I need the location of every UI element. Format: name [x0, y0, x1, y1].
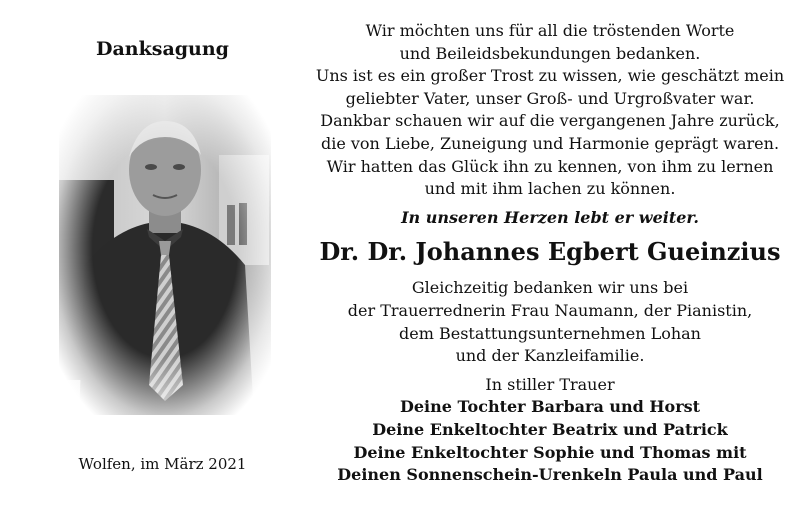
thanks-line: dem Bestattungsunternehmen Lohan — [399, 323, 701, 343]
left-column — [0, 0, 325, 525]
place-date: Wolfen, im März 2021 — [78, 455, 247, 473]
text-line: und mit ihm lachen zu können. — [424, 179, 676, 199]
text-line: Wir möchten uns für all die tröstenden Worte — [365, 21, 735, 40]
portrait-image — [59, 95, 271, 415]
text-line: Wir hatten das Glück ihn zu kennen, von ihm zu lernen — [326, 156, 774, 176]
mourner-line: Deine Enkeltochter Sophie und Thomas mit — [353, 442, 747, 462]
motto: In unseren Herzen lebt er weiter. — [401, 207, 699, 227]
deceased-name: Dr. Dr. Johannes Egbert Gueinzius — [319, 237, 781, 267]
mourner-line: Deinen Sonnenschein-Urenkeln Paula und Paul — [337, 465, 763, 485]
mourner-line: Deine Tochter Barbara und Horst — [399, 397, 701, 417]
gratitude-text — [300, 20, 800, 201]
right-column — [300, 20, 800, 487]
text-line: geliebter Vater, unser Groß- und Urgroßvater war. — [345, 88, 755, 108]
mourners-list — [300, 396, 800, 486]
text-line: Dankbar schauen wir auf die vergangenen Jahre zurück, — [320, 111, 780, 131]
text-line: die von Liebe, Zuneigung und Harmonie geprägt waren. — [320, 133, 780, 153]
portrait-photo — [59, 95, 271, 415]
text-line: Uns ist es ein großer Trost zu wissen, wie geschätzt mein — [315, 66, 785, 86]
sign-intro: In stiller Trauer — [485, 374, 615, 394]
thanks-line: Gleichzeitig bedanken wir uns bei — [411, 278, 689, 298]
heading: Danksagung — [96, 38, 229, 60]
mourner-line: Deine Enkeltochter Beatrix und Patrick — [372, 419, 728, 439]
text-line: und Beileidsbekundungen bedanken. — [399, 43, 701, 63]
thanks-text — [300, 277, 800, 367]
thanks-line: der Trauerrednerin Frau Naumann, der Pianistin, — [347, 300, 753, 320]
thanks-line: und der Kanzleifamilie. — [455, 346, 645, 366]
